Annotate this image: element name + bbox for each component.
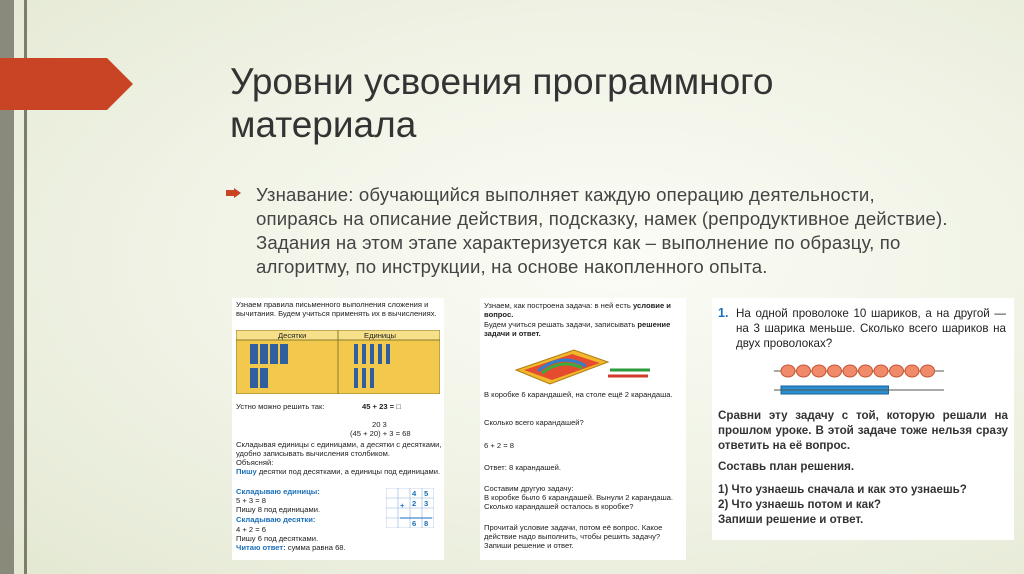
p1-digit-3: 2	[412, 499, 417, 508]
p1-explain: Объясняй:	[236, 458, 274, 467]
slide-title: Уровни усвоения программного материала	[230, 61, 774, 145]
p1-digit-6: 8	[424, 519, 429, 528]
bead	[812, 365, 826, 377]
arrow-bullet-icon	[226, 188, 241, 198]
textbook-image-addition	[232, 298, 444, 560]
p2-intro1: Узнаем, как построена задача: в ней есть	[484, 301, 631, 310]
p1-digit-5: 6	[412, 519, 417, 528]
p3-write: Запиши решение и ответ.	[718, 513, 864, 526]
p1-col-units: Единицы	[364, 331, 396, 340]
pencil-box-picture	[512, 344, 652, 386]
p2-intro1-bold: условие и вопрос.	[484, 301, 671, 320]
p2-answer: Ответ: 8 карандашей.	[484, 463, 562, 472]
p3-number: 1.	[718, 306, 729, 320]
bead	[874, 365, 888, 377]
p1-add-tens-expr: 4 + 2 = 6	[236, 525, 266, 534]
bead	[921, 365, 935, 377]
p1-write-tens: Пишу 6 под десятками.	[236, 534, 319, 543]
p1-write-text: десятки под десятками, а единицы под единицами.	[258, 467, 441, 476]
bullet-text: Узнавание: обучающийся выполняет каждую операцию деятельности, опираясь на описание действия, подсказку, намек (репродуктивное действие). Задания на этом этапе характеризуется как – выполнение по образцу, по алгоритму, по инструкции, на основе накопленного опыта.	[256, 184, 948, 277]
p2-task2-lead: Составим другую задачу:	[484, 484, 574, 493]
p1-write-label: Пишу	[236, 467, 257, 476]
p2-final: Прочитай условие задачи, потом её вопрос. Какое действие надо выполнить, чтобы решить задачу? Запиши решение и ответ.	[484, 523, 663, 551]
p1-intro: Узнаем правила письменного выполнения сложения и вычитания. Будем учиться применять их в вычислениях.	[236, 300, 437, 319]
p1-digit-1: 4	[412, 489, 417, 498]
p1-col-plus: +	[400, 501, 405, 510]
p3-compare: Сравни эту задачу с той, которую решали на прошлом уроке. В этой задаче тоже нельзя сразу ответить на её вопрос.	[718, 409, 1008, 452]
p1-digit-2: 5	[424, 489, 429, 498]
bead	[781, 365, 795, 377]
beads-diagram	[774, 360, 944, 402]
p1-digit-4: 3	[424, 499, 429, 508]
p2-intro2: Будем учиться решать задачи, записывать	[484, 320, 636, 329]
p1-rule: Складывая единицы с единицами, а десятки с десятками, удобно записывать вычисления столбиком.	[236, 440, 442, 459]
p2-solution: 6 + 2 = 8	[484, 441, 514, 450]
textbook-image-task	[480, 298, 686, 560]
p3-problem: На одной проволоке 10 шариков, а на другой — на 3 шарика меньше. Сколько всего шариков на двух проволоках?	[736, 307, 1006, 350]
bead	[797, 365, 811, 377]
p1-write-units: Пишу 8 под единицами.	[236, 505, 321, 514]
p2-task2: В коробке было 6 карандашей. Вынули 2 карандаша. Сколько карандашей осталось в коробке?	[484, 493, 674, 512]
p2-cond: В коробке 6 карандашей, на столе ещё 2 карандаша.	[484, 390, 673, 399]
accent-arrow	[0, 58, 133, 110]
bead	[859, 365, 873, 377]
p1-col-tens: Десятки	[278, 331, 307, 340]
p3-plan: Составь план решения.	[718, 460, 855, 473]
p3-q2: 2) Что узнаешь потом и как?	[718, 498, 882, 511]
p2-intro2-bold: решение задачи и ответ.	[484, 320, 671, 339]
bead	[828, 365, 842, 377]
bead	[890, 365, 904, 377]
p1-expr: 45 + 23 = □	[362, 402, 401, 411]
textbook-image-beads	[712, 298, 1014, 540]
p1-expr2: (45 + 20) + 3 = 68	[350, 429, 411, 438]
p1-read-label: Читаю ответ:	[236, 543, 286, 552]
p1-add-units-label: Складываю единицы:	[236, 487, 320, 496]
place-value-table	[236, 330, 440, 394]
bead	[905, 365, 919, 377]
p3-q1: 1) Что узнаешь сначала и как это узнаешь?	[718, 483, 967, 496]
bead	[843, 365, 857, 377]
p2-question: Сколько всего карандашей?	[484, 418, 584, 427]
p1-expr-lead: Устно можно решить так:	[236, 402, 325, 411]
p1-split: 20 3	[372, 420, 387, 429]
p1-add-tens-label: Складываю десятки:	[236, 515, 316, 524]
p1-read-text: сумма равна 68.	[287, 543, 346, 552]
p1-add-units-expr: 5 + 3 = 8	[236, 496, 266, 505]
